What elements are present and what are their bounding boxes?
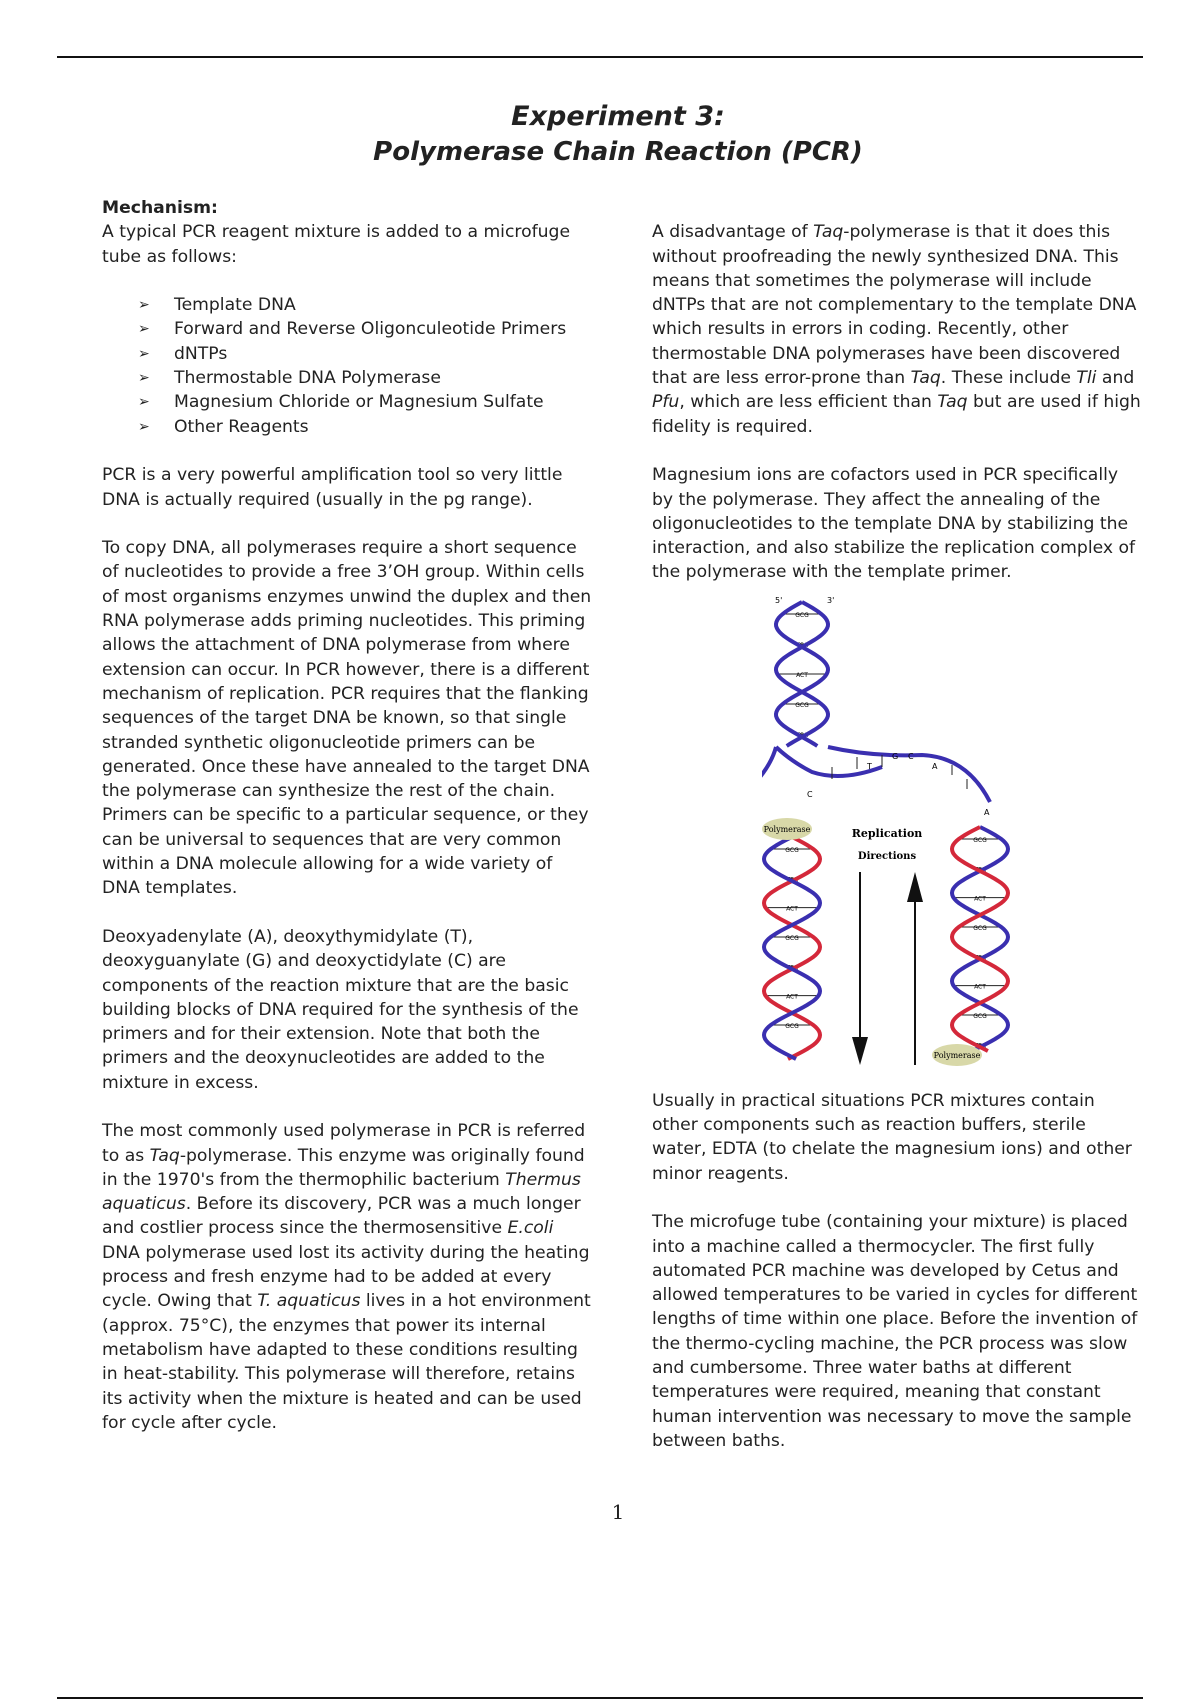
codon-label: ACT bbox=[796, 671, 808, 679]
codon-label: TCA bbox=[796, 731, 808, 739]
end-label-5: 5' bbox=[775, 596, 783, 605]
italic-run: Thermus aquaticus bbox=[102, 1169, 581, 1215]
left-column bbox=[102, 196, 592, 1459]
codon-label: GCG bbox=[973, 924, 987, 932]
base-label: A bbox=[932, 761, 938, 771]
codon-label: GCG bbox=[973, 1012, 987, 1020]
base-label: C bbox=[908, 751, 914, 761]
nucleotides-paragraph: Deoxyadenylate (A), deoxythymidylate (T), deoxyguanylate (G) and deoxyctidylate (C) are components of the reaction mixture that are the basic building blocks of DNA required for the synthesis of the primers and for their extension. Note that both the primers and the deoxynucleotides are added to the mixture in excess. bbox=[102, 926, 579, 1093]
codon-label: TCA bbox=[974, 866, 986, 874]
codon-label: TCA bbox=[796, 641, 808, 649]
italic-run: T. aquaticus bbox=[257, 1291, 361, 1312]
base-label: C bbox=[807, 789, 813, 799]
page-title: Experiment 3: bbox=[511, 101, 725, 132]
list-item: ➢ Magnesium Chloride or Magnesium Sulfate bbox=[138, 390, 592, 414]
text-run: A disadvantage of bbox=[652, 222, 814, 243]
taq-paragraph bbox=[102, 1119, 592, 1435]
italic-run: E.coli bbox=[507, 1218, 554, 1239]
text-run: . Before its discovery, PCR was a much longer and costlier process since the thermosensitive bbox=[102, 1194, 581, 1239]
codon-label: TCA bbox=[974, 954, 986, 962]
text-run: -polymerase. This enzyme was originally found in the 1970's from the thermophilic bacterium bbox=[102, 1145, 585, 1190]
codon-label: ACT bbox=[786, 993, 798, 1001]
text-run: -polymerase is that it does this without proofreading the newly synthesized DNA. This means that sometimes the polymerase will include dNTPs that are not complementary to the template DNA which results in errors in coding. Recently, other thermostable DNA polymerases have been discovered that are less error-prone than bbox=[652, 222, 1137, 389]
top-rule bbox=[57, 56, 1143, 58]
italic-run: Tli bbox=[1076, 368, 1097, 389]
text-run: but are used if high fidelity is required. bbox=[652, 392, 1141, 437]
replication-label: Replication bbox=[851, 826, 923, 840]
italic-run: Taq bbox=[813, 222, 844, 243]
codon-label: ACT bbox=[786, 905, 798, 913]
list-item: ➢ Other Reagents bbox=[138, 415, 592, 439]
parent-helix bbox=[762, 602, 990, 802]
codon-label: ACT bbox=[974, 983, 986, 991]
left-daughter-helix bbox=[764, 837, 820, 1059]
italic-run: Pfu bbox=[652, 392, 680, 413]
list-item: ➢ dNTPs bbox=[138, 342, 592, 366]
base-label: G bbox=[892, 751, 899, 761]
directions-label: Directions bbox=[857, 850, 917, 862]
codon-label: GCG bbox=[795, 701, 809, 709]
polymerase-label: Polymerase bbox=[933, 1050, 981, 1060]
codon-label: GCG bbox=[785, 846, 799, 854]
italic-run: Taq bbox=[937, 392, 968, 413]
codon-label: GCG bbox=[785, 934, 799, 942]
polymerase-label: Polymerase bbox=[763, 824, 811, 834]
reagent-list bbox=[102, 293, 592, 439]
base-label: T bbox=[867, 761, 872, 771]
codon-label: ACT bbox=[974, 895, 986, 903]
list-item: ➢ Thermostable DNA Polymerase bbox=[138, 366, 592, 390]
fork-strand bbox=[762, 747, 776, 777]
text-run: lives in a hot environment (approx. 75°C), the enzymes that power its internal metabolism have adapted to these conditions resulting in heat-stability. This polymerase will therefore, retains its activity when the mixture is heated and can be used for cycle after cycle. bbox=[102, 1291, 591, 1433]
intro-paragraph: A typical PCR reagent mixture is added to a microfuge tube as follows: bbox=[102, 222, 571, 267]
copy-dna-paragraph: To copy DNA, all polymerases require a short sequence of nucleotides to provide a free 3’OH group. Within cells of most organisms enzymes unwind the duplex and then RNA polymerase adds priming nucleotides. This priming allows the attachment of DNA polymerase from where extension can occur. In PCR however, there is a different mechanism of replication. PCR requires that the flanking sequences of the target DNA be known, so that single stranded synthetic oligonucleotide primers can be generated. Once these have annealed to the target DNA the polymerase can synthesize the rest of the chain. Primers can be specific to a particular sequence, or they can be universal to sequences that are very common within a DNA molecule allowing for a wide variety of DNA templates. bbox=[102, 538, 592, 899]
practical-paragraph: Usually in practical situations PCR mixtures contain other components such as reaction buffers, sterile water, EDTA (to chelate the magnesium ions) and other minor reagents. bbox=[652, 1090, 1132, 1184]
text-run: . These include bbox=[940, 368, 1077, 389]
right-daughter-helix bbox=[952, 827, 1008, 1051]
disadvantage-paragraph bbox=[652, 220, 1142, 439]
italic-run: Taq bbox=[910, 368, 941, 389]
page-number: 1 bbox=[611, 1500, 625, 1524]
list-item: ➢ Template DNA bbox=[138, 293, 592, 317]
dna-replication-figure bbox=[652, 597, 1142, 1067]
codon-label: GCG bbox=[795, 611, 809, 619]
text-run: The most commonly used polymerase in PCR is referred to as bbox=[102, 1121, 586, 1166]
codon-label: TCA bbox=[974, 1042, 986, 1050]
text-run: , which are less efficient than bbox=[679, 392, 938, 413]
list-item: ➢ Forward and Reverse Oligonculeotide Primers bbox=[138, 317, 592, 341]
title-block bbox=[0, 100, 1200, 170]
codon-label: TCA bbox=[786, 876, 798, 884]
base-label: A bbox=[984, 807, 990, 817]
codon-label: GCG bbox=[973, 836, 987, 844]
text-run: DNA polymerase used lost its activity during the heating process and fresh enzyme had to be added at every cycle. Owing that bbox=[102, 1242, 590, 1312]
down-arrow-icon bbox=[852, 1037, 868, 1065]
text-run: and bbox=[1096, 368, 1135, 389]
dna-replication-diagram bbox=[762, 597, 1012, 1067]
up-arrow-icon bbox=[907, 872, 923, 902]
section-heading: Mechanism: bbox=[102, 198, 218, 218]
amplification-paragraph: PCR is a very powerful amplification tool so very little DNA is actually required (usually in the pg range). bbox=[102, 465, 563, 510]
magnesium-paragraph: Magnesium ions are cofactors used in PCR specifically by the polymerase. They affect the annealing of the oligonucleotides to the template DNA by stabilizing the interaction, and also stabilize the replication complex of the polymerase with the template primer. bbox=[652, 465, 1136, 583]
italic-run: Taq bbox=[149, 1145, 180, 1166]
bottom-rule bbox=[57, 1697, 1143, 1699]
end-label-3: 3' bbox=[827, 596, 835, 605]
thermocycler-paragraph: The microfuge tube (containing your mixture) is placed into a machine called a thermocycler. The first fully automated PCR machine was developed by Cetus and allowed temperatures to be varied in cycles for different lengths of time within one place. Before the invention of the thermo-cycling machine, the PCR process was slow and cumbersome. Three water baths at different temperatures were required, meaning that constant human intervention was necessary to move the sample between baths. bbox=[652, 1212, 1138, 1451]
codon-label: GCG bbox=[785, 1022, 799, 1030]
page-subtitle: Polymerase Chain Reaction (PCR) bbox=[373, 137, 863, 167]
right-column bbox=[652, 196, 1142, 1478]
codon-label: TCA bbox=[786, 964, 798, 972]
